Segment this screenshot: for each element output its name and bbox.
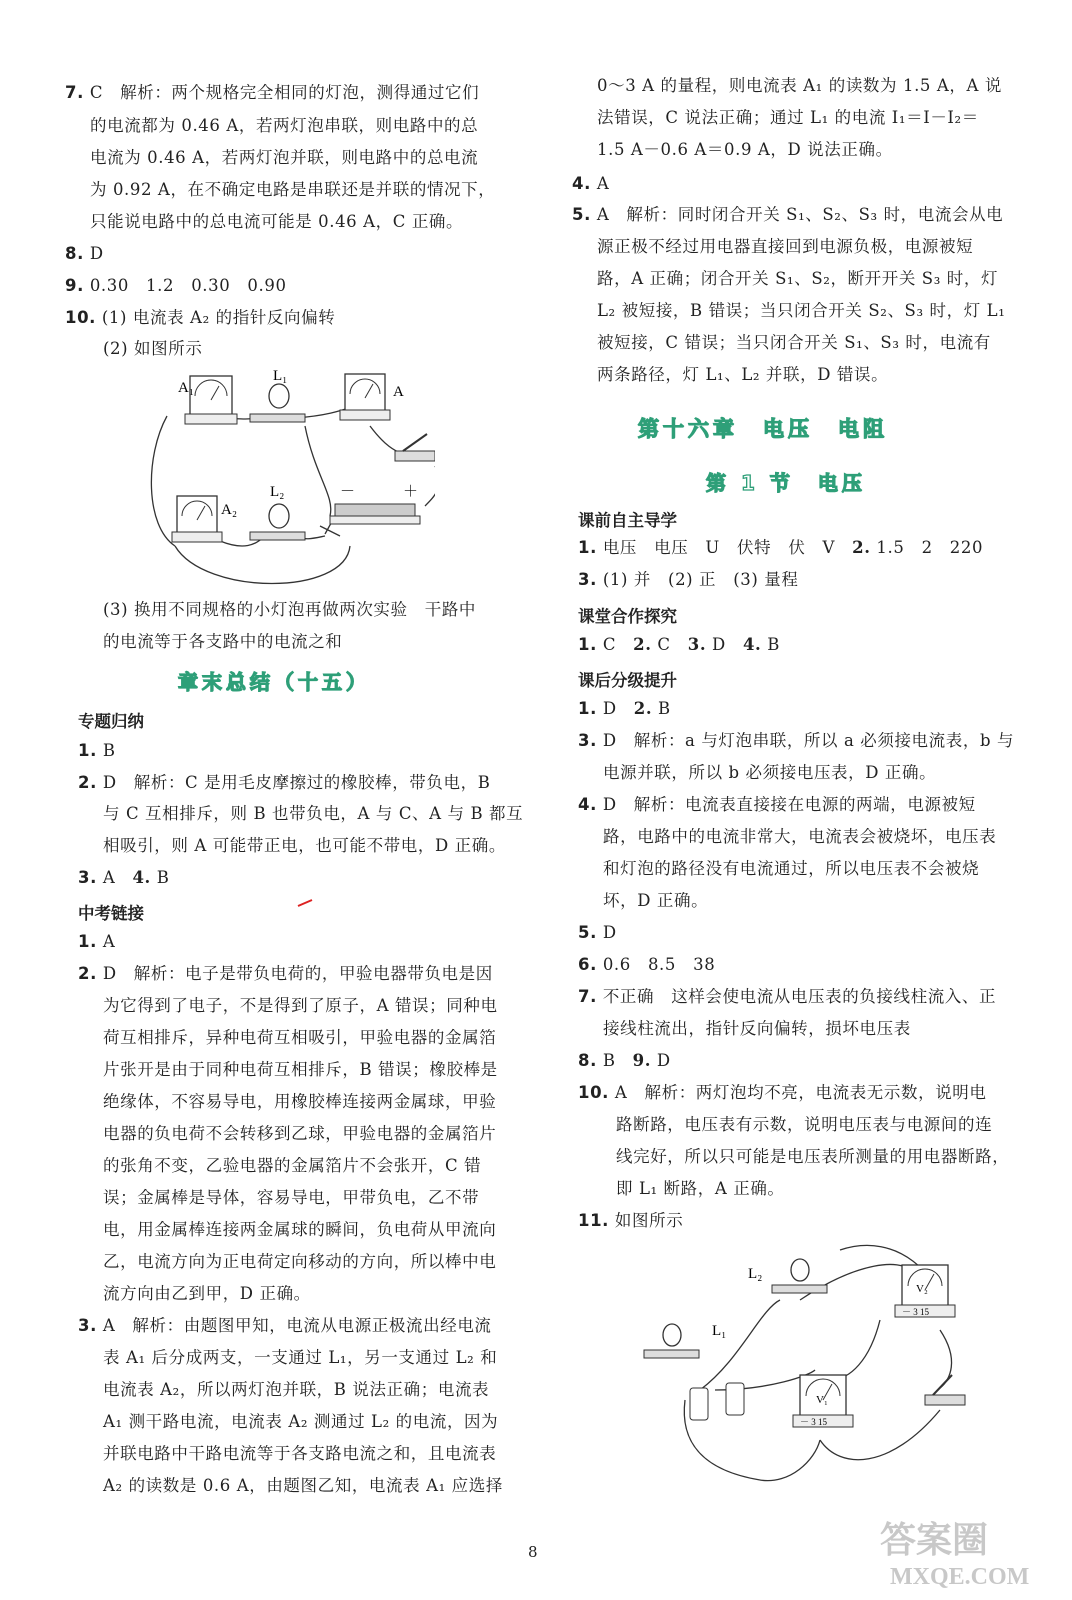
- answer-text: 荷互相排斥，异种电荷互相吸引，甲验电器的金属箔: [103, 1028, 497, 1047]
- label-a: A: [393, 384, 404, 400]
- left-line: [103, 1380, 489, 1400]
- question-number: 8.: [578, 1051, 597, 1070]
- answer-text: 的电流都为 0.46 A，若两灯泡串联，则电路中的总: [90, 116, 479, 135]
- question-number: 10.: [578, 1083, 610, 1102]
- left-line: [103, 1028, 496, 1048]
- left-line: [90, 116, 478, 136]
- left-line: [103, 1444, 496, 1464]
- left-line: [78, 741, 116, 761]
- left-line: [103, 1092, 496, 1112]
- left-line: [103, 996, 498, 1016]
- answer-text: L₂ 被短接，B 错误；当只闭合开关 S₂、S₃ 时，灯 L₁: [597, 301, 1006, 320]
- answer-text: 0.30 1.2 0.30 0.90: [89, 276, 287, 295]
- right-line: [578, 1083, 987, 1103]
- answer-text: 的电流等于各支路中的电流之和: [103, 632, 343, 651]
- svg-text:答案圈: 答案圈: [880, 1520, 989, 1560]
- answer-text: A: [102, 932, 116, 951]
- answer-text: 片张开是由于同种电荷互相排斥，B 错误；橡胶棒是: [103, 1060, 498, 1079]
- page-number: 8: [528, 1543, 538, 1561]
- answer-text: 绝缘体，不容易导电，用橡胶棒连接两金属球，甲验: [103, 1092, 497, 1111]
- question-number: 3.: [578, 731, 597, 750]
- question-number: 5.: [578, 923, 597, 942]
- left-line: [90, 212, 463, 232]
- label-l2: L₂: [270, 484, 285, 500]
- left-line: [103, 1284, 311, 1304]
- right-line: [578, 570, 798, 590]
- answer-text: A₁ 测干路电流，电流表 A₂ 测通过 L₂ 的电流，因为: [103, 1412, 499, 1431]
- question-number: 4.: [578, 795, 597, 814]
- chapter-summary-title: 章末总结（十五）: [178, 670, 370, 694]
- right-line: [572, 205, 1003, 225]
- answer-text: C 2. C 3. D 4. B: [602, 635, 780, 654]
- question-number: 1.: [578, 699, 597, 718]
- right-line: [578, 635, 780, 655]
- section-heading: 课后分级提升: [578, 671, 677, 690]
- right-line: [597, 76, 1002, 96]
- answer-text: A 解析：两灯泡均不亮，电流表无示数，说明电: [614, 1083, 987, 1102]
- answer-text: B 9. D: [602, 1051, 671, 1070]
- left-line: [90, 180, 495, 200]
- right-line: [603, 1019, 911, 1039]
- answer-text: 与 C 互相排斥，则 B 也带负电，A 与 C、A 与 B 都互: [103, 804, 524, 823]
- answer-text: 即 L₁ 断路，A 正确。: [616, 1179, 785, 1198]
- answer-text: B: [102, 741, 116, 760]
- left-line: [90, 148, 478, 168]
- right-line: [597, 237, 973, 257]
- answer-text: A 4. B: [102, 868, 170, 887]
- answer-text: 流方向由乙到甲，D 正确。: [103, 1284, 311, 1303]
- right-line: [578, 955, 715, 975]
- label-a1: A₁: [178, 380, 195, 396]
- answer-text: 和灯泡的路径没有电流通过，所以电压表不会被烧: [603, 859, 980, 878]
- right-line: [603, 763, 936, 783]
- answer-text: (3) 换用不同规格的小灯泡再做两次实验 干路中: [103, 600, 477, 619]
- right-line: [603, 859, 979, 879]
- chapter-16-title: 第十六章 电压 电阻: [638, 417, 888, 441]
- answer-text: 电，用金属棒连接两金属球的瞬间，负电荷从甲流向: [103, 1220, 497, 1239]
- right-line: [597, 140, 893, 160]
- answer-text: A₂ 的读数是 0.6 A，由题图乙知，电流表 A₁ 应选择: [103, 1476, 503, 1495]
- left-line: [103, 804, 523, 824]
- answer-text: 电源并联，所以 b 必须接电压表，D 正确。: [603, 763, 937, 782]
- answer-text: 为它得到了电子，不是得到了原子，A 错误；同种电: [103, 996, 498, 1015]
- answer-text: 0.6 8.5 38: [602, 955, 716, 974]
- question-number: 3.: [78, 1316, 97, 1335]
- section-heading: 课前自主导学: [578, 511, 677, 530]
- answer-text: 路断路，电压表有示数，说明电压表与电源间的连: [616, 1115, 993, 1134]
- left-line: [103, 1476, 503, 1496]
- right-line: [597, 108, 979, 128]
- question-number: 1.: [578, 635, 597, 654]
- v1-scale: － 3 15: [800, 1417, 828, 1427]
- answer-text: 接线柱流出，指针反向偏转，损坏电压表: [603, 1019, 911, 1038]
- answer-text: D 2. B: [602, 699, 671, 718]
- answer-text: 法错误，C 说法正确；通过 L₁ 的电流 I₁＝I－I₂＝: [597, 108, 979, 127]
- left-line: [78, 964, 493, 984]
- question-number: 2.: [78, 773, 97, 792]
- left-line: [103, 1348, 497, 1368]
- label-l2-fig2: L₂: [748, 1266, 763, 1282]
- left-line: [103, 1188, 479, 1208]
- answer-text: A 解析：同时闭合开关 S₁、S₂、S₃ 时，电流会从电: [596, 205, 1004, 224]
- answer-text: 路，A 正确；闭合开关 S₁、S₂，断开开关 S₃ 时，灯: [597, 269, 999, 288]
- right-line: [578, 923, 617, 943]
- label-plus: ＋: [403, 484, 419, 500]
- right-line: [578, 795, 976, 815]
- red-pen-mark: [296, 898, 316, 908]
- circuit-figure-2: [640, 1240, 970, 1490]
- answer-text: 并联电路中干路电流等于各支路电流之和，且电流表: [103, 1444, 497, 1463]
- question-number: 9.: [65, 276, 84, 295]
- answer-text: 两条路径，灯 L₁、L₂ 并联，D 错误。: [597, 365, 889, 384]
- left-line: [103, 1412, 498, 1432]
- left-line: [103, 1124, 496, 1144]
- section-heading: 专题归纳: [78, 712, 144, 731]
- answer-text: 电流为 0.46 A，若两灯泡并联，则电路中的总电流: [90, 148, 479, 167]
- answer-text: 源正极不经过用电器直接回到电源负极，电源被短: [597, 237, 974, 256]
- question-number: 4.: [572, 174, 591, 193]
- right-line: [578, 699, 671, 719]
- answer-text: 只能说电路中的总电流可能是 0.46 A，C 正确。: [90, 212, 464, 231]
- left-line: [65, 276, 287, 296]
- left-line: [103, 1220, 496, 1240]
- section-heading: 中考链接: [78, 904, 144, 923]
- question-number: 6.: [578, 955, 597, 974]
- left-line: [65, 83, 479, 103]
- right-line: [578, 538, 983, 558]
- label-l1: L₁: [273, 368, 288, 384]
- watermark-logo: [870, 1512, 1060, 1592]
- answer-text: 电器的负电荷不会转移到乙球，甲验电器的金属箔片: [103, 1124, 497, 1143]
- question-number: 2.: [78, 964, 97, 983]
- answer-text: 误；金属棒是导体，容易导电，甲带负电，乙不带: [103, 1188, 480, 1207]
- answer-text: 路，电路中的电流非常大，电流表会被烧坏，电压表: [603, 827, 997, 846]
- left-line: [103, 600, 476, 620]
- label-a2: A₂: [221, 502, 238, 518]
- answer-text: 1.5 A－0.6 A＝0.9 A，D 说法正确。: [597, 140, 893, 159]
- left-line: [103, 1156, 481, 1176]
- right-line: [603, 891, 708, 911]
- answer-text: 0～3 A 的量程，则电流表 A₁ 的读数为 1.5 A，A 说: [597, 76, 1002, 95]
- answer-text: 相吸引，则 A 可能带正电，也可能不带电，D 正确。: [103, 836, 506, 855]
- right-line: [597, 301, 1005, 321]
- right-line: [597, 365, 888, 385]
- right-line: [616, 1179, 785, 1199]
- label-l1-fig2: L₁: [712, 1323, 727, 1339]
- left-line: [103, 1060, 498, 1080]
- answer-text: (2) 如图所示: [103, 339, 203, 358]
- answer-text: D 解析：a 与灯泡串联，所以 a 必须接电流表，b 与: [602, 731, 1015, 750]
- answer-text: D 解析：C 是用毛皮摩擦过的橡胶棒，带负电，B: [102, 773, 491, 792]
- answer-text: 如图所示: [614, 1211, 684, 1230]
- right-line: [578, 731, 1014, 751]
- svg-text:MXQE.COM: MXQE.COM: [890, 1564, 1030, 1590]
- question-number: 1.: [78, 741, 97, 760]
- question-number: 7.: [578, 987, 597, 1006]
- section-1-title: 第 1 节 电压: [706, 471, 866, 495]
- answer-text: D 解析：电子是带负电荷的，甲验电器带负电是因: [102, 964, 493, 983]
- v2-scale: － 3 15: [902, 1307, 930, 1317]
- right-line: [597, 333, 991, 353]
- answer-text: D: [89, 244, 104, 263]
- label-v1: V₁: [816, 1394, 828, 1406]
- answer-text: 不正确 这样会使电流从电压表的负接线柱流入、正: [602, 987, 997, 1006]
- left-line: [78, 773, 490, 793]
- answer-text: C 解析：两个规格完全相同的灯泡，测得通过它们: [89, 83, 480, 102]
- right-line: [616, 1115, 992, 1135]
- left-line: [78, 1316, 492, 1336]
- label-minus: －: [340, 484, 356, 500]
- left-line: [78, 868, 169, 888]
- right-line: [616, 1147, 1009, 1167]
- right-line: [578, 1211, 683, 1231]
- answer-text: 被短接，C 错误；当只闭合开关 S₁、S₃ 时，电流有: [597, 333, 991, 352]
- answer-text: 电压 电压 U 伏特 伏 V 2. 1.5 2 220: [602, 538, 984, 557]
- answer-text: (1) 电流表 A₂ 的指针反向偏转: [101, 308, 336, 327]
- answer-text: 乙，电流方向为正电荷定向移动的方向，所以棒中电: [103, 1252, 497, 1271]
- answer-text: A: [596, 174, 610, 193]
- answer-text: 线完好，所以只可能是电压表所测量的用电器断路，: [616, 1147, 1010, 1166]
- left-line: [103, 632, 342, 652]
- section-heading: 课堂合作探究: [578, 607, 677, 626]
- answer-text: 坏，D 正确。: [603, 891, 709, 910]
- right-line: [578, 987, 996, 1007]
- answer-text: 为 0.92 A，在不确定电路是串联还是并联的情况下，: [90, 180, 496, 199]
- right-line: [572, 174, 609, 194]
- answer-text: D: [602, 923, 617, 942]
- left-line: [103, 1252, 496, 1272]
- left-line: [65, 244, 104, 264]
- question-number: 5.: [572, 205, 591, 224]
- question-number: 7.: [65, 83, 84, 102]
- answer-text: 表 A₁ 后分成两支，一支通过 L₁，另一支通过 L₂ 和: [103, 1348, 498, 1367]
- question-number: 1.: [578, 538, 597, 557]
- question-number: 8.: [65, 244, 84, 263]
- right-line: [603, 827, 996, 847]
- left-line: [65, 308, 335, 328]
- question-number: 3.: [78, 868, 97, 887]
- label-v2: V₂: [916, 1283, 928, 1295]
- answer-text: (1) 并 (2) 正 (3) 量程: [602, 570, 799, 589]
- question-number: 11.: [578, 1211, 610, 1230]
- circuit-figure-1: [145, 366, 435, 586]
- answer-text: 电流表 A₂，所以两灯泡并联，B 说法正确；电流表: [103, 1380, 490, 1399]
- question-number: 1.: [78, 932, 97, 951]
- right-line: [597, 269, 998, 289]
- answer-text: A 解析：由题图甲知，电流从电源正极流出经电流: [102, 1316, 492, 1335]
- left-line: [103, 836, 506, 856]
- answer-text: D 解析：电流表直接接在电源的两端，电源被短: [602, 795, 976, 814]
- question-number: 10.: [65, 308, 97, 327]
- answer-text: 的张角不变，乙验电器的金属箔片不会张开，C 错: [103, 1156, 482, 1175]
- right-line: [578, 1051, 671, 1071]
- question-number: 3.: [578, 570, 597, 589]
- left-line: [103, 339, 202, 359]
- left-line: [78, 932, 115, 952]
